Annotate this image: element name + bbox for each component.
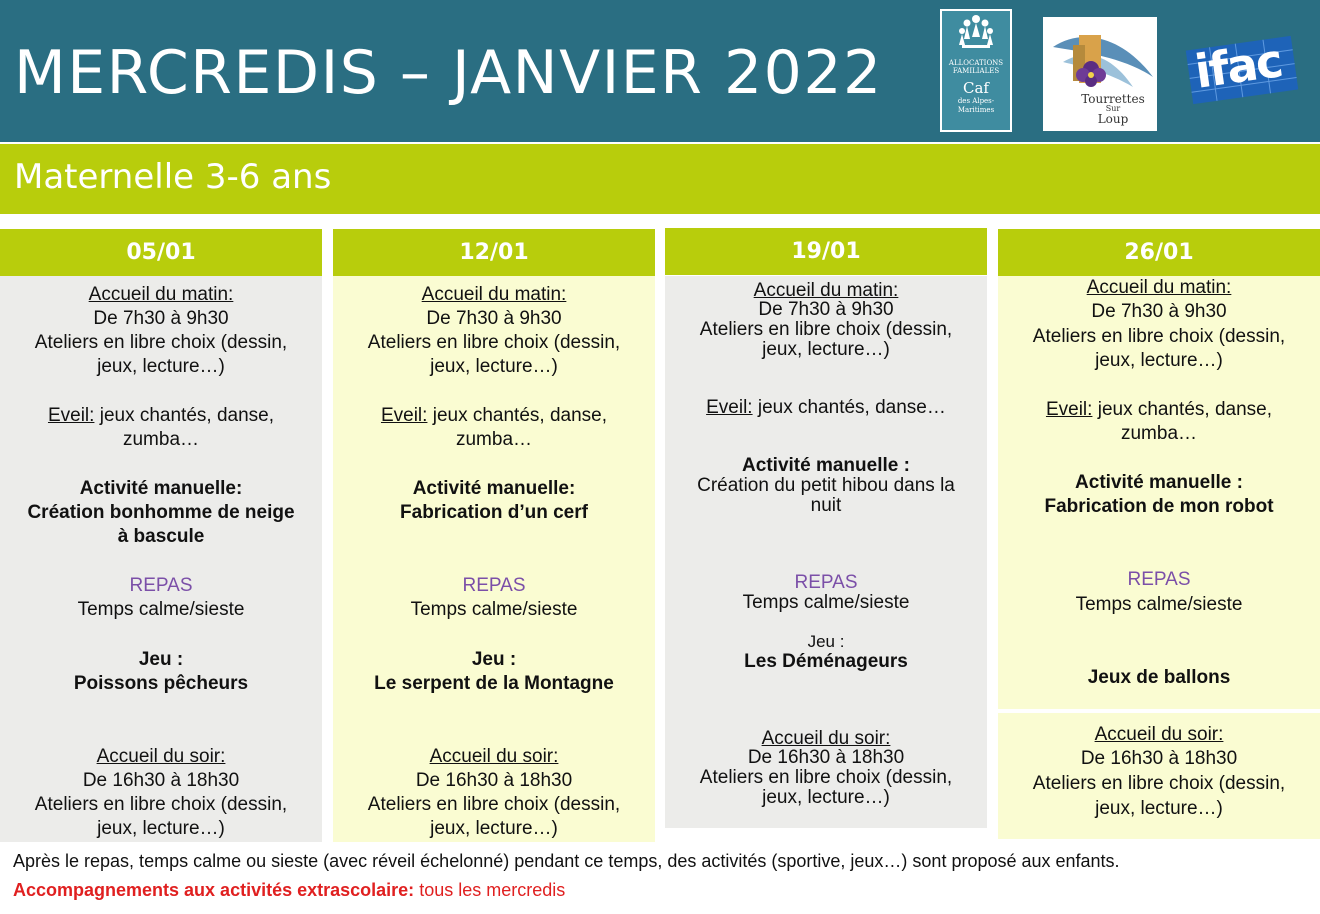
footer-note: Après le repas, temps calme ou sieste (avec réveil échelonné) pendant ce temps, des activités (sportive, jeux…) sont proposé aux enfants.: [13, 851, 1120, 871]
manual-title: Activité manuelle :: [1075, 472, 1243, 493]
morning-title: Accueil du matin:: [753, 280, 899, 301]
repas-label: REPAS: [1127, 569, 1191, 590]
manual-text-2: à bascule: [117, 526, 205, 547]
caf-logo: [940, 9, 1012, 132]
calme-label: Temps calme/sieste: [742, 592, 910, 613]
eveil-line: [333, 404, 655, 428]
evening-activity-1: Ateliers en libre choix (dessin,: [34, 794, 288, 815]
repas-label: REPAS: [462, 575, 526, 596]
manual-title: Activité manuelle:: [412, 478, 576, 499]
evening-activity-2: jeux, lecture…): [762, 787, 890, 808]
tourrettes-logo: [1043, 17, 1157, 131]
jeu-text: Le serpent de la Montagne: [374, 673, 614, 694]
evening-time: De 16h30 à 18h30: [747, 747, 905, 768]
day-body: [0, 276, 322, 842]
eveil-text-2: zumba…: [455, 429, 533, 450]
evening-activity-2: jeux, lecture…): [1095, 798, 1223, 819]
eveil-line: [665, 398, 987, 418]
manual-title: Activité manuelle:: [79, 478, 243, 499]
morning-title: Accueil du matin:: [88, 284, 234, 305]
evening-title: Accueil du soir:: [429, 746, 559, 767]
evening-title: Accueil du soir:: [1094, 724, 1224, 745]
morning-title: Accueil du matin:: [421, 284, 567, 305]
evening-time: De 16h30 à 18h30: [1080, 748, 1238, 769]
repas-label: REPAS: [794, 572, 858, 593]
evening-activity-2: jeux, lecture…): [430, 818, 558, 839]
day-evening-body: [998, 713, 1320, 839]
morning-activity-1: Ateliers en libre choix (dessin,: [699, 319, 953, 340]
manual-text-1: Fabrication d’un cerf: [400, 502, 588, 523]
calme-label: Temps calme/sieste: [77, 599, 245, 620]
jeu-title: Jeu :: [138, 649, 184, 670]
evening-activity-2: jeux, lecture…): [97, 818, 225, 839]
ifac-logo: [1183, 35, 1301, 105]
evening-time: De 16h30 à 18h30: [415, 770, 573, 791]
calme-label: Temps calme/sieste: [1075, 594, 1243, 615]
manual-text-1: Création du petit hibou dans la: [697, 475, 955, 496]
morning-activity-2: jeux, lecture…): [762, 339, 890, 360]
caf-family-icon: [954, 13, 998, 57]
evening-time: De 16h30 à 18h30: [82, 770, 240, 791]
morning-activity-2: jeux, lecture…): [97, 356, 225, 377]
morning-time: De 7h30 à 9h30: [426, 308, 562, 329]
eveil-text: jeux chantés, danse…: [752, 397, 946, 418]
footer-extra: [13, 880, 565, 901]
caf-sub-1: des Alpes-: [957, 97, 995, 105]
eveil-label: Eveil:: [706, 397, 753, 418]
repas-label: REPAS: [129, 575, 193, 596]
day-header: 05/01: [0, 229, 322, 276]
manual-title: Activité manuelle :: [742, 455, 910, 476]
manual-text-1: Fabrication de mon robot: [1044, 496, 1274, 517]
eveil-text: jeux chantés, danse,: [94, 405, 275, 426]
morning-time: De 7h30 à 9h30: [758, 299, 894, 320]
tourrettes-loup: Loup: [1097, 112, 1129, 126]
evening-title: Accueil du soir:: [96, 746, 226, 767]
evening-activity-1: Ateliers en libre choix (dessin,: [699, 767, 953, 788]
jeu-text: Les Déménageurs: [744, 651, 908, 672]
morning-activity-2: jeux, lecture…): [430, 356, 558, 377]
day-body: [333, 276, 655, 842]
eveil-line: [998, 398, 1320, 422]
ifac-text: ifac: [1191, 33, 1285, 99]
tourrettes-sur: Sur: [1105, 104, 1121, 113]
jeu-title: Jeu :: [471, 649, 517, 670]
day-header: 19/01: [665, 228, 987, 275]
manual-text-2: nuit: [810, 495, 842, 516]
eveil-label: Eveil:: [47, 405, 95, 426]
eveil-label: Eveil:: [1045, 399, 1093, 420]
tourrettes-name: Tourrettes: [1081, 92, 1145, 106]
caf-sub-2: Maritimes: [957, 106, 995, 114]
eveil-label: Eveil:: [380, 405, 428, 426]
jeu-text: Poissons pêcheurs: [73, 673, 249, 694]
caf-name: Caf: [963, 79, 989, 97]
day-body: [998, 276, 1320, 709]
calme-label: Temps calme/sieste: [410, 599, 578, 620]
morning-activity-1: Ateliers en libre choix (dessin,: [1032, 326, 1286, 347]
morning-title: Accueil du matin:: [1086, 277, 1232, 298]
morning-activity-1: Ateliers en libre choix (dessin,: [34, 332, 288, 353]
eveil-line: [0, 404, 322, 428]
manual-text-1: Création bonhomme de neige: [27, 502, 295, 523]
day-header: 26/01: [998, 229, 1320, 276]
evening-activity-1: Ateliers en libre choix (dessin,: [367, 794, 621, 815]
page-title: MERCREDIS – JANVIER 2022: [14, 38, 883, 108]
eveil-text: jeux chantés, danse,: [427, 405, 608, 426]
jeu-text: Jeux de ballons: [1087, 667, 1231, 688]
morning-time: De 7h30 à 9h30: [1091, 301, 1227, 322]
eveil-text-2: zumba…: [122, 429, 200, 450]
day-body: [665, 276, 987, 828]
morning-activity-2: jeux, lecture…): [1095, 350, 1223, 371]
evening-activity-1: Ateliers en libre choix (dessin,: [1032, 773, 1286, 794]
morning-time: De 7h30 à 9h30: [93, 308, 229, 329]
jeu-title: Jeu :: [807, 632, 845, 651]
footer-extra-text: tous les mercredis: [414, 880, 566, 900]
morning-activity-1: Ateliers en libre choix (dessin,: [367, 332, 621, 353]
caf-label-1: ALLOCATIONS: [948, 59, 1004, 67]
evening-title: Accueil du soir:: [761, 728, 891, 749]
eveil-text: jeux chantés, danse,: [1092, 399, 1273, 420]
footer-extra-label: Accompagnements aux activités extrascolaire:: [13, 880, 415, 900]
day-header: 12/01: [333, 229, 655, 276]
eveil-text-2: zumba…: [1120, 423, 1198, 444]
caf-label-2: FAMILIALES: [952, 67, 1000, 75]
age-group-label: Maternelle 3-6 ans: [14, 157, 332, 197]
